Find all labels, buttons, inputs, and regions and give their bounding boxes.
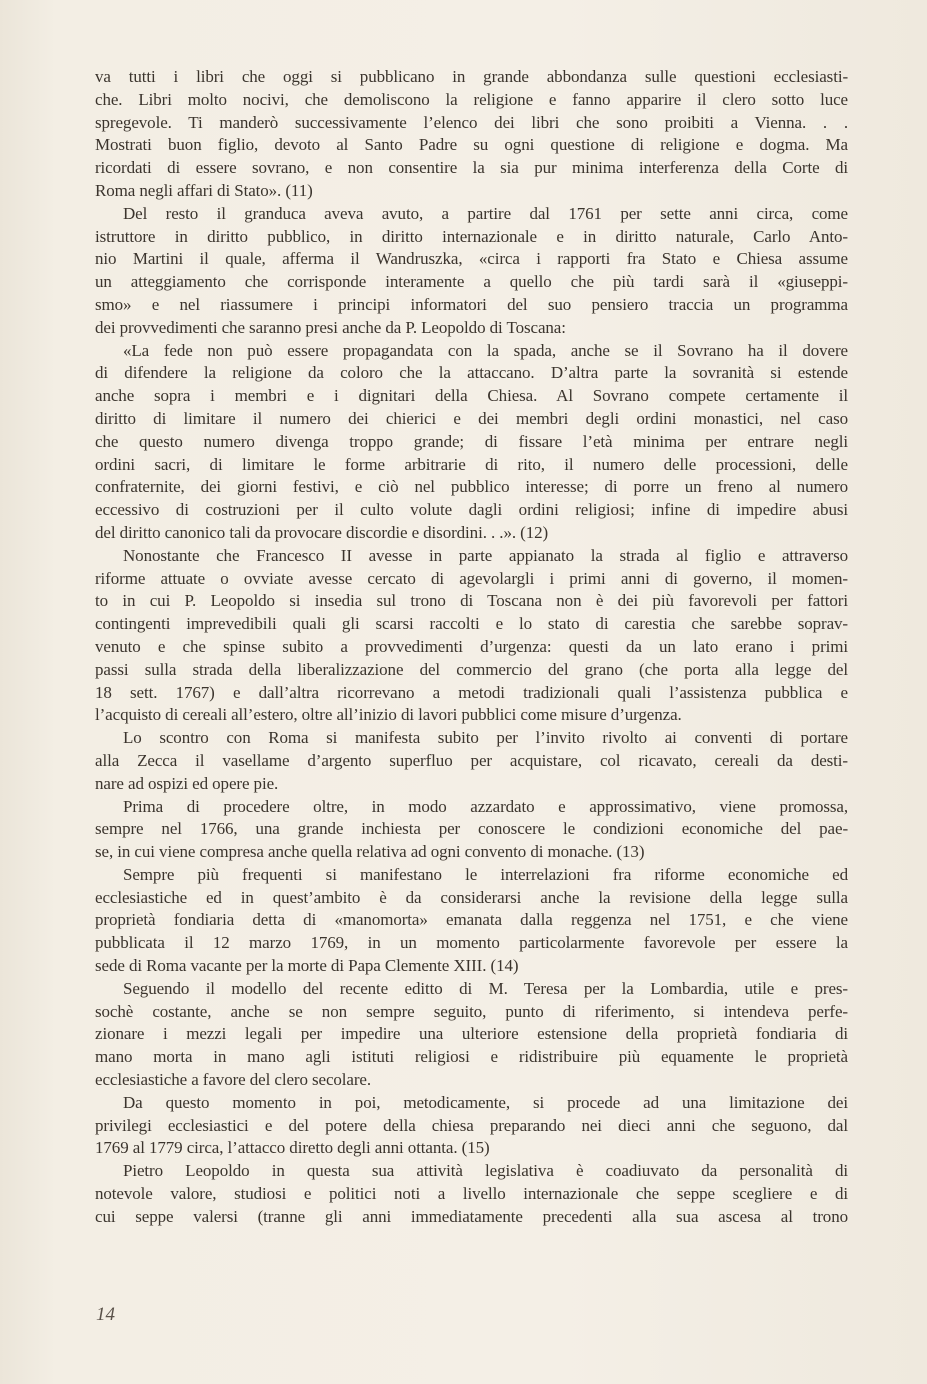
text-line: eccessivo di costruzioni per il culto volute dagli ordini religiosi; infine di impedire abusi	[95, 500, 848, 520]
text-line: to in cui P. Leopoldo si insedia sul trono di Toscana non è dei più favorevoli per fattori	[95, 591, 848, 611]
text-line: di difendere la religione da coloro che la attaccano. D’altra parte la sovranità si estende	[95, 363, 848, 383]
text-line: Pietro Leopoldo in questa sua attività legislativa è coadiuvato da personalità di	[123, 1161, 848, 1181]
text-line: nare ad ospizi ed opere pie.	[95, 773, 279, 793]
text-line: 1769 al 1779 circa, l’attacco diretto degli anni ottanta. (15)	[95, 1138, 490, 1158]
text-line: anche sopra i membri e i dignitari della Chiesa. Al Sovrano compete certamente il	[95, 386, 848, 406]
text-line: contingenti imprevedibili quali gli scarsi raccolti e lo stato di carestia che sarebbe soprav-	[95, 614, 848, 634]
text-line: notevole valore, studiosi e politici noti a livello internazionale che seppe scegliere e di	[95, 1184, 848, 1204]
text-line: sede di Roma vacante per la morte di Papa Clemente XIII. (14)	[95, 956, 519, 976]
text-line: l’acquisto di cereali all’estero, oltre all’inizio di lavori pubblici come misure d’urgenza.	[95, 705, 682, 725]
text-line: venuto e che spinse subito a provvedimenti d’urgenza: questi da un lato erano i primi	[95, 636, 848, 656]
text-line: diritto di limitare il numero dei chierici e dei membri degli ordini monastici, nel caso	[95, 408, 848, 428]
text-line: ordini sacri, di limitare le forme arbitrarie di rito, il numero delle processioni, delle	[95, 454, 848, 474]
text-line: dei provvedimenti che saranno presi anche da P. Leopoldo di Toscana:	[95, 317, 566, 337]
page-number: 14	[96, 1304, 115, 1325]
text-line: ricordati di essere sovrano, e non consentire la sia pur minima interferenza della Corte di	[95, 158, 848, 178]
text-line: Nonostante che Francesco II avesse in parte appianato la strada al figlio e attraverso	[123, 545, 848, 565]
text-line: Roma negli affari di Stato». (11)	[95, 180, 313, 200]
text-line: alla Zecca il vasellame d’argento superfluo per acquistare, col ricavato, cereali da desti-	[95, 750, 848, 770]
text-line: smo» e nel riassumere i principi informatori del suo pensiero traccia un programma	[95, 294, 848, 314]
text-line: pubblicata il 12 marzo 1769, in un momento particolarmente favorevole per essere la	[95, 933, 848, 953]
text-line: proprietà fondiaria detta di «manomorta» emanata dalla reggenza nel 1751, e che viene	[95, 910, 848, 930]
text-line: spregevole. Ti manderò successivamente l’elenco dei libri che sono proibiti a Vienna. . .	[95, 112, 848, 132]
text-line: sempre nel 1766, una grande inchiesta per conoscere le condizioni economiche del pae-	[95, 819, 848, 839]
text-line: Seguendo il modello del recente editto di M. Teresa per la Lombardia, utile e pres-	[123, 978, 848, 998]
text-line: sochè costante, anche se non sempre seguito, punto di riferimento, si intendeva perfe-	[95, 1001, 848, 1021]
text-line: va tutti i libri che oggi si pubblicano in grande abbondanza sulle questioni ecclesiasti-	[95, 67, 848, 86]
text-line: 18 sett. 1767) e dall’altra ricorrevano a metodi tradizionali quali l’assistenza pubblica e	[95, 682, 848, 702]
text-line: ecclesiastiche a favore del clero secolare.	[95, 1070, 372, 1090]
text-line: passi sulla strada della liberalizzazione del commercio del grano (che porta alla legge del	[95, 659, 848, 679]
text-line: un atteggiamento che corrisponde interamente a quello che più tardi sarà il «giuseppi-	[95, 272, 848, 292]
text-line: se, in cui viene compresa anche quella relativa ad ogni convento di monache. (13)	[95, 842, 645, 862]
text-line: «La fede non può essere propagandata con la spada, anche se il Sovrano ha il dovere	[123, 340, 848, 360]
text-line: Da questo momento in poi, metodicamente, si procede ad una limitazione dei	[123, 1092, 848, 1112]
text-line: che. Libri molto nocivi, che demoliscono la religione e fanno apparire il clero sotto luce	[95, 89, 848, 109]
text-line: mano morta in mano agli istituti religiosi e ridistribuire più equamente le proprietà	[95, 1047, 848, 1067]
text-line: istruttore in diritto pubblico, in diritto internazionale e in diritto naturale, Carlo Anto-	[95, 226, 848, 246]
text-line: nio Martini il quale, afferma il Wandruszka, «circa i rapporti fra Stato e Chiesa assume	[95, 249, 848, 269]
text-line: Prima di procedere oltre, in modo azzardato e approssimativo, viene promossa,	[123, 796, 848, 816]
text-line: del diritto canonico tali da provocare discordie e disordini. . .». (12)	[95, 522, 549, 542]
body-text	[95, 66, 848, 1229]
text-line: confraternite, dei giorni festivi, e ciò nel pubblico interesse; di porre un freno al numero	[95, 477, 848, 497]
text-line: Lo scontro con Roma si manifesta subito per l’invito rivolto ai conventi di portare	[123, 728, 848, 748]
text-line: zionare i mezzi legali per impedire una ulteriore estensione della proprietà fondiaria di	[95, 1024, 848, 1044]
text-line: riforme attuate o ovviate avesse cercato di agevolargli i primi anni di governo, il momen-	[95, 568, 848, 588]
text-line: Del resto il granduca aveva avuto, a partire dal 1761 per sette anni circa, come	[123, 203, 848, 223]
text-line: Mostrati buon figlio, devoto al Santo Padre su ogni questione di religione e dogma. Ma	[95, 135, 848, 155]
text-line: ecclesiastiche ed in quest’ambito è da considerarsi anche la revisione della legge sulla	[95, 887, 848, 907]
text-line: privilegi ecclesiastici e del potere della chiesa preparando nei dieci anni che seguono, dal	[95, 1115, 848, 1135]
text-line: Sempre più frequenti si manifestano le interrelazioni fra riforme economiche ed	[123, 864, 848, 884]
text-line: cui seppe valersi (tranne gli anni immediatamente precedenti alla sua ascesa al trono	[95, 1206, 848, 1226]
text-line: che questo numero divenga troppo grande; di fissare l’età minima per entrare negli	[95, 431, 848, 451]
